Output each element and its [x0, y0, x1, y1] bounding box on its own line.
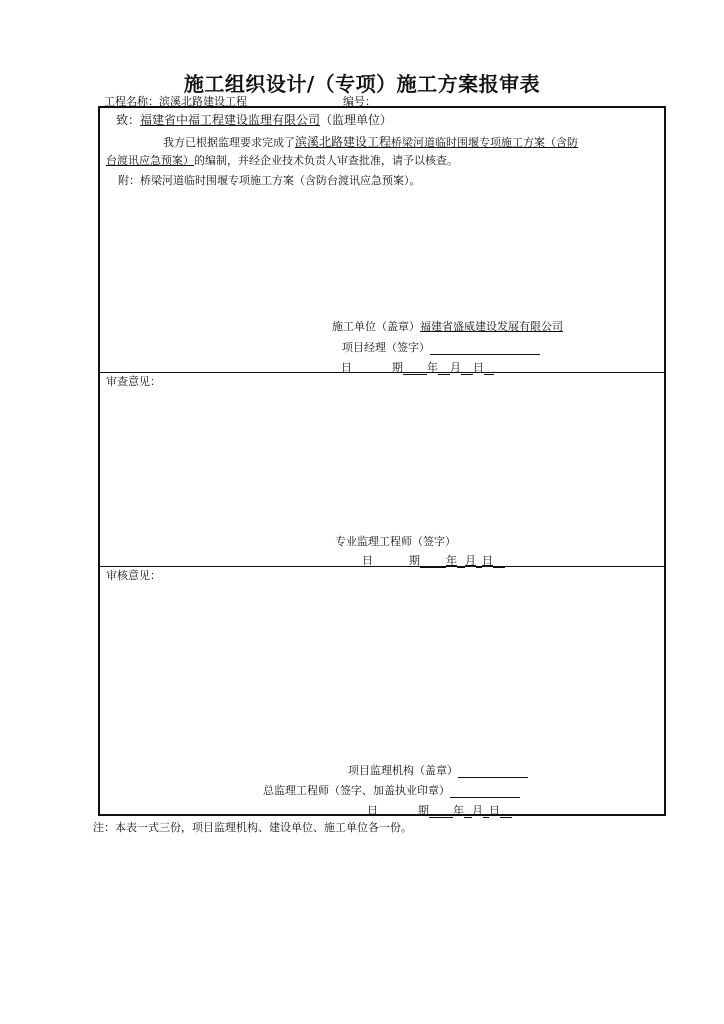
trail-blank: [493, 557, 505, 568]
construction-unit-label: 施工单位（盖章）: [332, 320, 420, 333]
engineer-row: [335, 533, 456, 549]
supervision-company: 福建省中福工程建设监理有限公司: [140, 113, 321, 127]
supervision-org-row: [348, 762, 528, 778]
date-month-label: 月: [450, 361, 461, 374]
date-period-label: 期: [392, 361, 403, 374]
date-month-label: 月: [472, 804, 483, 817]
project-manager-row: [342, 339, 540, 355]
form-table: [98, 106, 666, 816]
body-prefix: 我方已根据监理要求完成了: [163, 136, 295, 149]
chief-engineer-label: 总监理工程师（签字、加盖执业印章）: [263, 784, 450, 797]
body-line-1: [163, 133, 578, 150]
date-day-label: 日: [341, 361, 352, 374]
supervision-unit-suffix: （监理单位）: [320, 113, 393, 127]
date-day-label: 日: [367, 804, 378, 817]
supervision-org-label: 项目监理机构（盖章）: [348, 764, 458, 777]
date-year-label: 年: [446, 554, 457, 567]
audit-opinion-label: 审核意见：: [106, 569, 161, 582]
month-blank: [464, 807, 472, 818]
month-blank: [438, 364, 450, 375]
seal-line: [458, 767, 528, 778]
project-manager-label: 项目经理（签字）: [342, 341, 430, 354]
body-suffix: 的编制，并经企业技术负责人审查批准，请予以核查。: [194, 154, 458, 167]
date-day-label: 日: [362, 554, 373, 567]
year-blank: [429, 807, 453, 818]
chief-engineer-row: [263, 782, 520, 798]
date-row: [362, 552, 505, 568]
form-title: 施工组织设计/（专项）施工方案报审表: [183, 72, 541, 96]
trail-blank: [484, 364, 494, 375]
body-line-2: [106, 152, 458, 168]
project-name-value: 滨溪北路建设工程: [159, 95, 247, 108]
engineer-label: 专业监理工程师（签字）: [335, 535, 456, 548]
day-blank: [461, 364, 473, 375]
signature-line: [430, 344, 540, 355]
month-blank: [457, 557, 465, 568]
date-period-label: 期: [409, 554, 420, 567]
to-label: 致：: [116, 113, 141, 127]
date-d-label: 日: [482, 554, 493, 567]
trail-blank: [500, 807, 512, 818]
review-opinion-label: 审查意见：: [106, 375, 161, 388]
signature-line: [450, 787, 520, 798]
body-plan-part1: 桥梁河道临时围堰专项施工方案（含防: [391, 136, 579, 149]
year-blank: [403, 364, 427, 375]
form-number-label: 编号：: [343, 95, 376, 108]
year-blank: [420, 557, 446, 568]
date-d-label: 日: [489, 804, 500, 817]
date-year-label: 年: [427, 361, 438, 374]
date-row: [341, 359, 494, 375]
body-plan-part2: 台渡讯应急预案）: [106, 154, 194, 167]
footnote: 注：本表一式三份，项目监理机构、建设单位、施工单位各一份。: [93, 821, 412, 834]
date-year-label: 年: [453, 804, 464, 817]
date-d-label: 日: [473, 361, 484, 374]
project-name-label: 工程名称：: [104, 95, 159, 108]
construction-unit-row: [332, 318, 563, 334]
date-month-label: 月: [465, 554, 476, 567]
date-period-label: 期: [418, 804, 429, 817]
date-row: [367, 802, 512, 818]
body-project: 滨溪北路建设工程: [295, 135, 392, 149]
addressee-row: [116, 111, 392, 128]
attachment-text: 附：桥梁河道临时围堰专项施工方案（含防台渡讯应急预案）。: [118, 174, 421, 187]
construction-unit-value: 福建省盛威建设发展有限公司: [420, 320, 563, 333]
